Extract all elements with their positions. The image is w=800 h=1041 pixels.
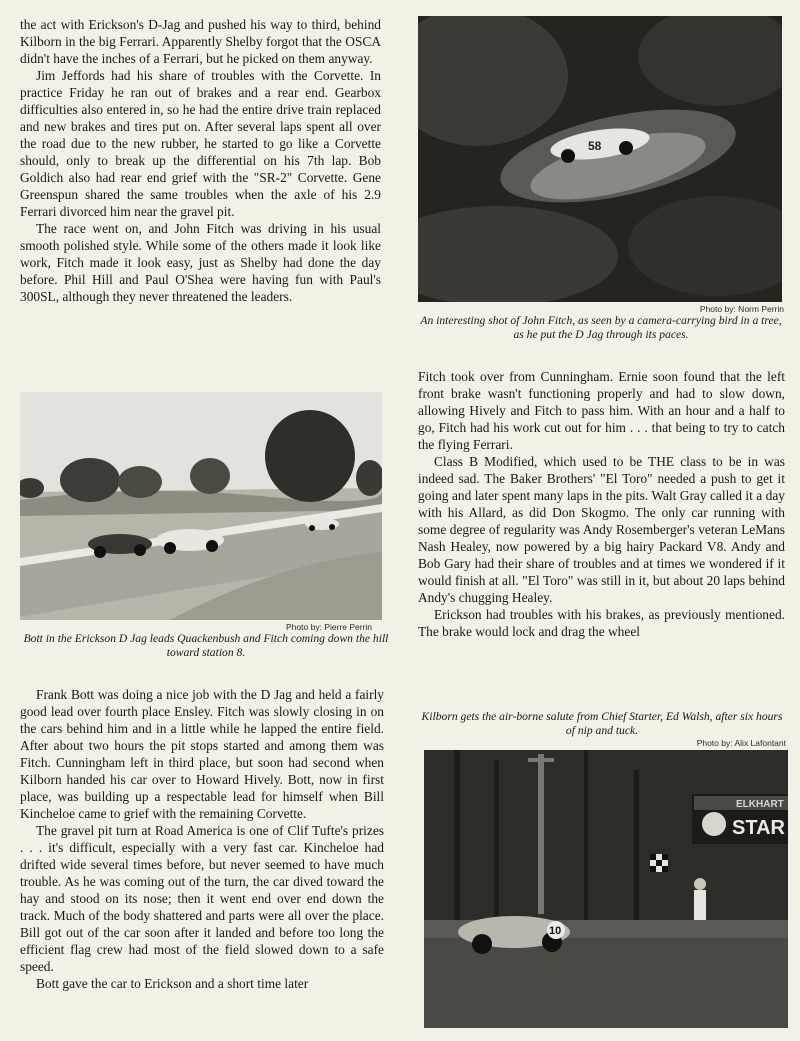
- billboard-line-1: ELKHART: [736, 799, 784, 810]
- paragraph: Jim Jeffords had his share of troubles with the Corvette. In practice Friday he ran out of brakes and a rear end. Gearbox difficulties also entered in, so he had the entire drive train replaced and new brakes and tires put on. After several laps spent all over the road due to the new rubber, he started to go like a Corvette should, only to break up the differential on his 7th lap. Bob Goldich also had rear end grief with the "SR-2" Corvette. Gene Greenspun shared the same troubles when the axle of his 2.9 Ferrari divorced him near the gravel pit.: [20, 68, 381, 219]
- paragraph: The gravel pit turn at Road America is one of Clif Tufte's prizes . . . it's difficult, especially with a very fast car. Kincheloe had drifted wide several times before, but never seemed to have much trouble. As he was coming out of the turn, the car dived toward the hay and stood on its nose; then it went end over end down the track. Much of the body shattered and parts were all over the place. Bill got out of the car soon after it landed and before too long the efficient flag crew had most of the field slowed down to a safe speed.: [20, 823, 384, 974]
- photo-caption: Kilborn gets the air-borne salute from Chief Starter, Ed Walsh, after six hours of nip and tuck.: [421, 710, 783, 737]
- left-column-bottom-text: [20, 686, 384, 992]
- car-number: 58: [588, 139, 602, 153]
- photo-credit: Photo by: Norm Perrin: [699, 304, 784, 314]
- photo-kilborn-checkered-flag: [424, 750, 788, 1028]
- photo-fitch-d-jag-aerial: [418, 16, 782, 302]
- paragraph: Fitch took over from Cunningham. Ernie soon found that the left front brake wasn't functioning properly and had to slow down, allowing Hively and Fitch to pass him. With an hour and a half to go, Fitch had his work cut out for him . . . that being to try to catch the flying Ferrari.: [418, 369, 785, 452]
- car-white-third: [305, 518, 339, 531]
- paragraph: Bott gave the car to Erickson and a short time later: [36, 976, 309, 991]
- photo-caption: Bott in the Erickson D Jag leads Quackenbush and Fitch coming down the hill toward station 8.: [23, 632, 389, 659]
- paragraph: Frank Bott was doing a nice job with the D Jag and held a fairly good lead over fourth place Ensley. Fitch was slowly closing in on the cars behind him and in a little while he lapped the entire field. After about two hours the pit stops started and among them was Fitch. Cunningham left in third place, but soon had second when Kilborn handed his car over to Howard Hively. Bott, now in first place, was building up a respectable lead for himself when Bill Kincheloe came to grief with the remaining Corvette.: [20, 687, 384, 821]
- car-number: 10: [549, 925, 562, 937]
- right-column-text: [418, 368, 785, 640]
- car-white-second: [156, 529, 224, 554]
- paragraph: the act with Erickson's D-Jag and pushed his way to third, behind Kilborn in the big Ferrari. Apparently Shelby forgot that the OSCA didn't have the inches of a Ferrari, but he picked on them anyway.: [20, 17, 381, 66]
- billboard-line-2: STAR: [732, 817, 785, 839]
- checkered-flag: [650, 854, 668, 872]
- paragraph: The race went on, and John Fitch was driving in his usual smooth polished style. While some of the others made it look like work, Fitch made it look easy, just as Shelby had done the day before. Phil Hill and Paul O'Shea were having fun with Paul's 300SL, although they never threatened the leaders.: [20, 221, 381, 304]
- paragraph: Erickson had troubles with his brakes, as previously mentioned. The brake would lock and drag the wheel: [418, 607, 785, 639]
- photo-credit: Photo by: Pierre Perrin: [286, 622, 372, 632]
- paragraph: Class B Modified, which used to be THE class to be in was indeed sad. The Baker Brothers' "El Toro" needed a push to get it going and later spent many laps in the pits. Walt Gray called it a day with his Allard, as did Don Skogmo. The only car running with some degree of regularity was Andy Rosemberger's veteran LeMans Nash Healey, now powered by a big hairy Packard V8. Andy and Bob Gary had their share of troubles and at times we wondered if it would finish at all. "El Toro" was still in it, but about 20 laps behind Andy's chugging Healey.: [418, 454, 785, 605]
- elkhart-billboard: [692, 794, 788, 844]
- photo-caption: An interesting shot of John Fitch, as seen by a camera-carrying bird in a tree, as he put the D Jag through its paces.: [420, 314, 782, 341]
- left-column-top-text: [20, 16, 381, 305]
- photo-credit: Photo by: Alix Lafontant: [696, 738, 786, 748]
- photo-race-hill-station-8: [20, 392, 382, 620]
